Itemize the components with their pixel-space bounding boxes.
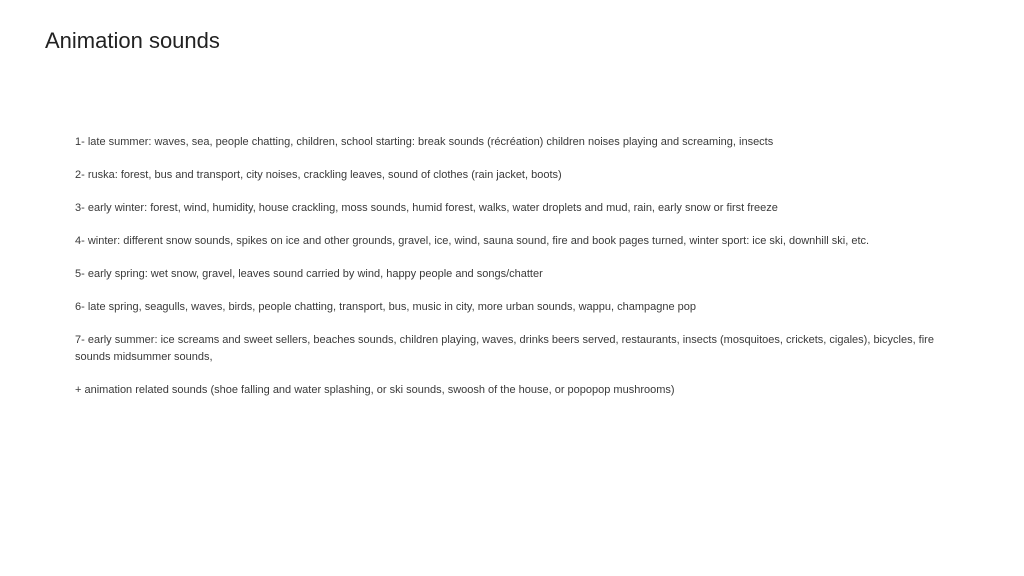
sound-item-winter: 4- winter: different snow sounds, spikes on ice and other grounds, gravel, ice, wind, sauna sound, fire and book pages turned, winter sport: ice ski, downhill ski, etc. xyxy=(75,235,870,247)
sound-item-early-winter: 3- early winter: forest, wind, humidity, house crackling, moss sounds, humid forest, walks, water droplets and mud, rain, early snow or first freeze xyxy=(75,202,778,214)
slide-title: Animation sounds xyxy=(45,28,220,53)
sound-item-animation-related: + animation related sounds (shoe falling and water splashing, or ski sounds, swoosh of the house, or popopop mushrooms) xyxy=(75,384,675,396)
sound-item-late-spring: 6- late spring, seagulls, waves, birds, people chatting, transport, bus, music in city, more urban sounds, wappu, champagne pop xyxy=(75,301,697,313)
sound-item-ruska: 2- ruska: forest, bus and transport, city noises, crackling leaves, sound of clothes (rain jacket, boots) xyxy=(75,169,562,181)
sound-item-late-summer: 1- late summer: waves, sea, people chatting, children, school starting: break sounds (récréation) children noises playing and screaming, insects xyxy=(75,136,774,148)
sound-item-early-spring: 5- early spring: wet snow, gravel, leaves sound carried by wind, happy people and songs/chatter xyxy=(75,268,543,280)
sound-list xyxy=(75,134,955,415)
sound-item-early-summer: 7- early summer: ice screams and sweet sellers, beaches sounds, children playing, waves, drinks beers served, restaurants, insects (mosquitoes, crickets, cigales), bicycles, fire sounds midsummer sounds, xyxy=(75,334,934,363)
